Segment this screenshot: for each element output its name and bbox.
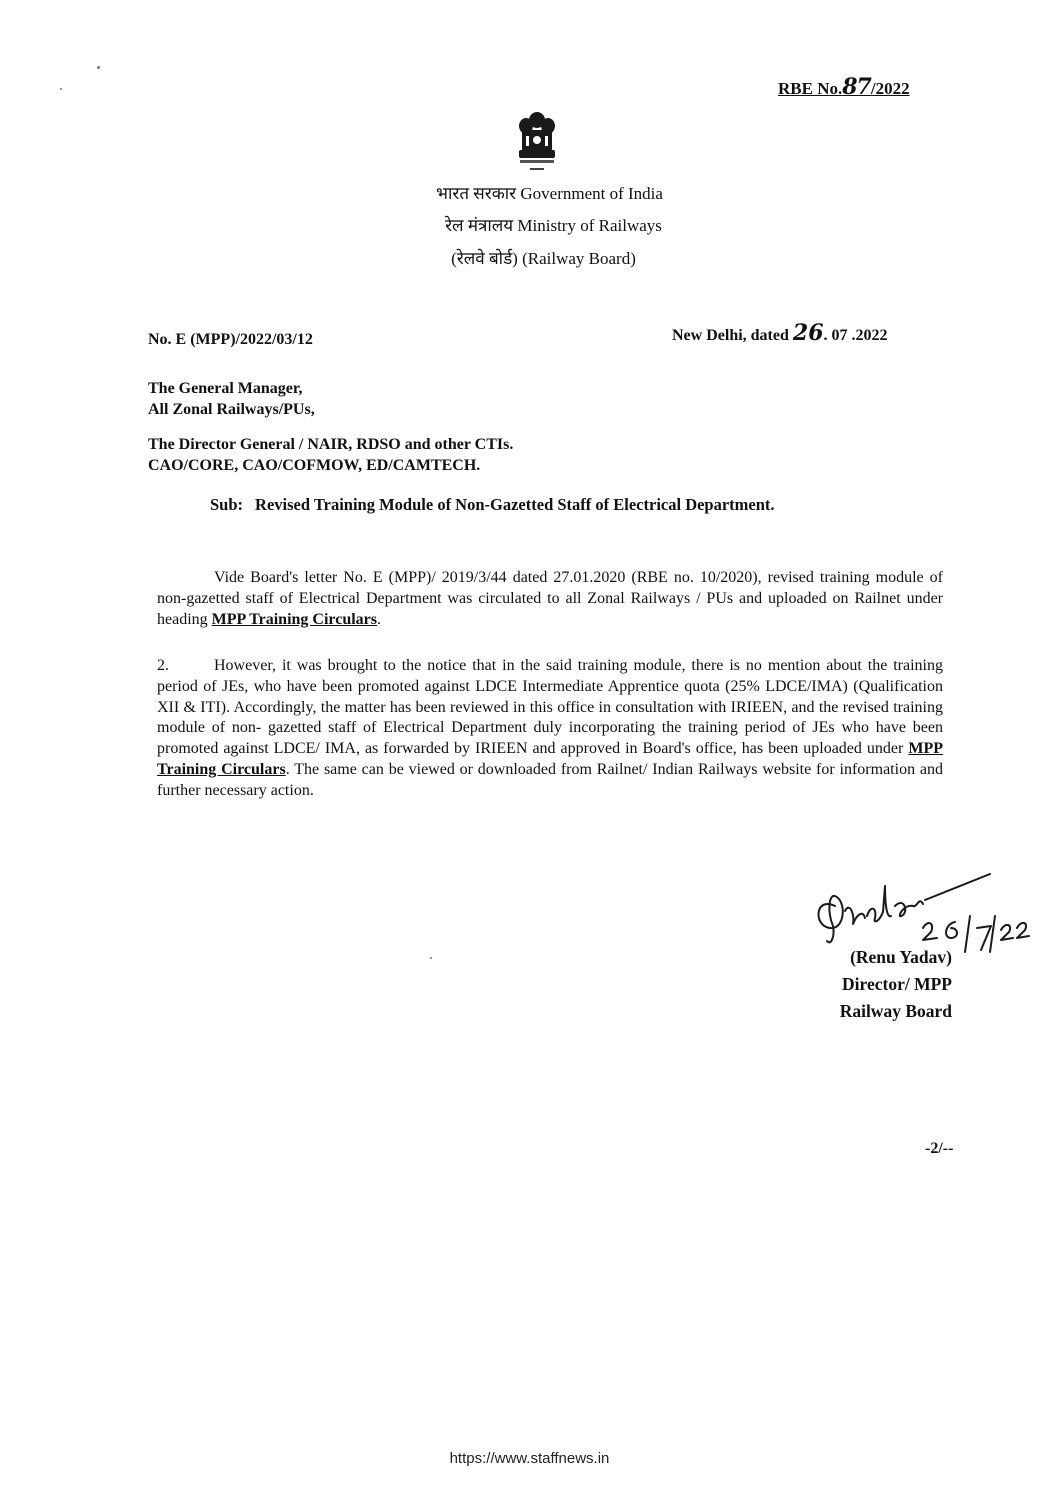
addressee-line: The General Manager, xyxy=(148,380,303,397)
paragraph-1 xyxy=(157,568,943,630)
subject-text: Revised Training Module of Non-Gazetted Staff of Electrical Department. xyxy=(255,495,775,514)
rbe-handwritten-number: 87 xyxy=(842,74,871,100)
paragraph-number: 2. xyxy=(157,657,169,674)
signatory-designation: Director/ MPP xyxy=(842,974,952,994)
footer-url[interactable]: https://www.staffnews.in xyxy=(449,1450,610,1467)
subject-line xyxy=(210,495,775,515)
date-handwritten-day: 26 xyxy=(792,320,824,346)
signatory-block xyxy=(808,944,952,1025)
header-government: भारत सरकार Government of India xyxy=(436,184,663,203)
national-emblem-icon xyxy=(514,110,560,174)
addressee-block-2 xyxy=(148,434,513,476)
scan-speck xyxy=(430,957,432,959)
rbe-number xyxy=(778,74,910,100)
date-prefix: New Delhi, dated xyxy=(672,327,789,344)
scan-speck xyxy=(97,66,100,69)
rbe-year: /2022 xyxy=(870,79,910,98)
signatory-name: (Renu Yadav) xyxy=(850,947,952,967)
addressee-line: CAO/CORE, CAO/COFMOW, ED/CAMTECH. xyxy=(148,457,481,474)
mpp-training-circulars-link[interactable]: MPP Training Circulars xyxy=(157,740,943,778)
date-rest: . 07 .2022 xyxy=(823,327,888,344)
reference-number: No. E (MPP)/2022/03/12 xyxy=(148,331,313,348)
addressee-line: The Director General / NAIR, RDSO and other CTIs. xyxy=(148,436,514,453)
page-continuation: -2/-- xyxy=(925,1140,954,1157)
header-board: (रेलवे बोर्ड) (Railway Board) xyxy=(451,249,636,268)
paragraph-text: Vide Board's letter No. E (MPP)/ 2019/3/44 dated 27.01.2020 (RBE no. 10/2020), revised training module of non-gazetted staff of Electrical Department was circulated to all Zonal Railways / PUs and uploaded on Railnet under heading xyxy=(157,569,943,628)
subject-label: Sub: xyxy=(210,495,244,514)
scan-speck xyxy=(60,88,62,90)
paragraph-text: . xyxy=(377,610,381,628)
paragraph-2 xyxy=(157,656,943,802)
signature-icon xyxy=(805,866,1045,956)
addressee-line: All Zonal Railways/PUs, xyxy=(148,401,315,418)
date-line xyxy=(672,320,888,346)
rbe-prefix: RBE No. xyxy=(778,79,843,98)
addressee-block-1 xyxy=(148,378,315,420)
header-ministry: रेल मंत्रालय Ministry of Railways xyxy=(445,216,662,235)
paragraph-text: . The same can be viewed or downloaded from Railnet/ Indian Railways website for information and further necessary action. xyxy=(157,760,944,799)
signatory-office: Railway Board xyxy=(839,1001,952,1021)
paragraph-text: However, it was brought to the notice that in the said training module, there is no mention about the training period of JEs, who have been promoted against LDCE Intermediate Apprentice quota (25% LDCE/IMA) (Qualification XII & ITI). Accordingly, the matter has been reviewed in this office in consultation with IRIEEN, and the revised training module of non- gazetted staff of Electrical Department duly incorporating the training period of JEs who have been promoted against LDCE/ IMA, as forwarded by IRIEEN and approved in Board's office, has been uploaded under xyxy=(157,657,943,758)
mpp-training-circulars-link[interactable]: MPP Training Circulars xyxy=(211,610,377,628)
